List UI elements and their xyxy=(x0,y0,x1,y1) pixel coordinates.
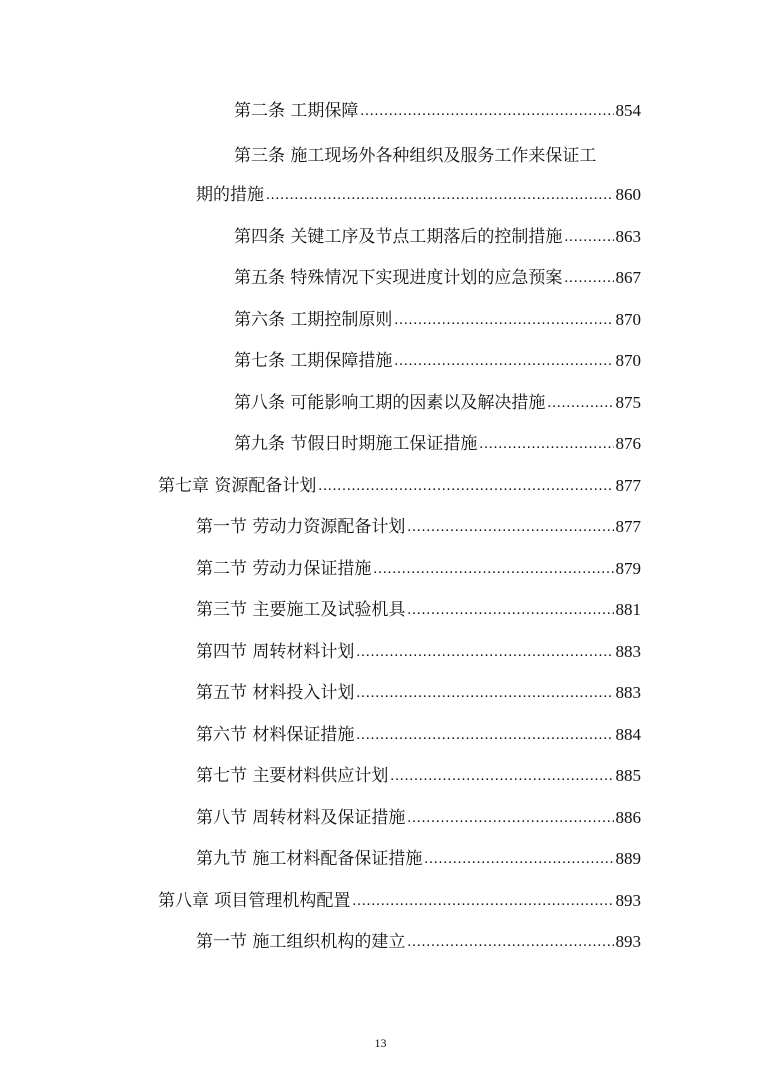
toc-entry-title: 第二条 工期保障 xyxy=(234,101,359,121)
toc-entry[interactable] xyxy=(234,425,641,455)
dot-leader xyxy=(266,184,614,206)
toc-entry-title: 第三条 施工现场外各种组织及服务工作来保证工 xyxy=(234,146,597,166)
toc-entry-wrapped-title[interactable] xyxy=(234,137,596,167)
toc-entry-page: 893 xyxy=(615,891,641,910)
dot-leader xyxy=(407,807,613,829)
toc-entry-page: 854 xyxy=(615,101,641,120)
toc-entry-title: 第七条 工期保障措施 xyxy=(234,351,393,371)
toc-entry-title: 第八章 项目管理机构配置 xyxy=(158,891,351,911)
toc-entry-page: 884 xyxy=(615,725,641,744)
toc-entry-title: 第九条 节假日时期施工保证措施 xyxy=(234,434,478,454)
toc-entry-title: 第八节 周转材料及保证措施 xyxy=(196,808,406,828)
toc-section-entry[interactable] xyxy=(196,550,641,580)
dot-leader xyxy=(352,890,613,912)
toc-entry-page: 867 xyxy=(615,268,641,287)
toc-entry-title: 第四条 关键工序及节点工期落后的控制措施 xyxy=(234,227,563,247)
dot-leader xyxy=(407,931,613,953)
toc-section-entry[interactable] xyxy=(196,508,641,538)
toc-entry-title: 第六条 工期控制原则 xyxy=(234,310,393,330)
toc-entry-page: 860 xyxy=(615,185,641,204)
toc-section-entry[interactable] xyxy=(196,840,641,870)
toc-entry[interactable] xyxy=(234,92,641,122)
toc-entry[interactable] xyxy=(234,342,641,372)
toc-entry-continuation[interactable] xyxy=(196,176,641,206)
toc-chapter-entry[interactable] xyxy=(158,467,641,497)
toc-entry-title: 第七章 资源配备计划 xyxy=(158,476,317,496)
page-number: 13 xyxy=(374,1036,387,1050)
dot-leader xyxy=(318,475,613,497)
dot-leader xyxy=(356,682,613,704)
toc-entry-page: 881 xyxy=(615,600,641,619)
toc-section-entry[interactable] xyxy=(196,591,641,621)
toc-section-entry[interactable] xyxy=(196,799,641,829)
toc-entry-title: 第四节 周转材料计划 xyxy=(196,642,355,662)
toc-entry-page: 870 xyxy=(615,351,641,370)
toc-chapter-entry[interactable] xyxy=(158,882,641,912)
dot-leader xyxy=(424,848,613,870)
dot-leader xyxy=(360,100,613,122)
toc-entry-page: 875 xyxy=(615,393,641,412)
toc-entry-page: 879 xyxy=(615,559,641,578)
dot-leader xyxy=(407,516,613,538)
dot-leader xyxy=(564,267,613,289)
dot-leader xyxy=(564,226,613,248)
toc-entry-page: 883 xyxy=(615,683,641,702)
dot-leader xyxy=(356,641,613,663)
toc-section-entry[interactable] xyxy=(196,674,641,704)
toc-entry-title: 第五节 材料投入计划 xyxy=(196,683,355,703)
toc-entry-page: 893 xyxy=(615,932,641,951)
toc-entry[interactable] xyxy=(234,259,641,289)
toc-entry-page: 876 xyxy=(615,434,641,453)
dot-leader xyxy=(394,309,613,331)
toc-entry-page: 870 xyxy=(615,310,641,329)
toc-entry-title: 第六节 材料保证措施 xyxy=(196,725,355,745)
dot-leader xyxy=(394,350,613,372)
toc-entry-page: 877 xyxy=(615,476,641,495)
toc-entry-title: 第九节 施工材料配备保证措施 xyxy=(196,849,423,869)
toc-entry-title: 第一节 劳动力资源配备计划 xyxy=(196,517,406,537)
dot-leader xyxy=(390,765,613,787)
toc-entry-page: 863 xyxy=(615,227,641,246)
toc-entry[interactable] xyxy=(234,218,641,248)
toc-entry[interactable] xyxy=(234,384,641,414)
toc-entry-page: 885 xyxy=(615,766,641,785)
toc-entry-title: 期的措施 xyxy=(196,185,264,205)
toc-entry-title: 第五条 特殊情况下实现进度计划的应急预案 xyxy=(234,268,563,288)
dot-leader xyxy=(407,599,613,621)
toc-section-entry[interactable] xyxy=(196,923,641,953)
toc-entry-title: 第一节 施工组织机构的建立 xyxy=(196,932,406,952)
dot-leader xyxy=(547,392,613,414)
toc-entry-title: 第三节 主要施工及试验机具 xyxy=(196,600,406,620)
dot-leader xyxy=(479,433,613,455)
toc-section-entry[interactable] xyxy=(196,633,641,663)
toc-entry-title: 第七节 主要材料供应计划 xyxy=(196,766,389,786)
toc-entry-page: 877 xyxy=(615,517,641,536)
toc-entry-title: 第二节 劳动力保证措施 xyxy=(196,559,372,579)
dot-leader xyxy=(373,558,613,580)
toc-section-entry[interactable] xyxy=(196,757,641,787)
toc-section-entry[interactable] xyxy=(196,716,641,746)
toc-entry-page: 889 xyxy=(615,849,641,868)
toc-entry-page: 883 xyxy=(615,642,641,661)
toc-entry-page: 886 xyxy=(615,808,641,827)
toc-entry-title: 第八条 可能影响工期的因素以及解决措施 xyxy=(234,393,546,413)
toc-entry[interactable] xyxy=(234,301,641,331)
dot-leader xyxy=(356,724,613,746)
